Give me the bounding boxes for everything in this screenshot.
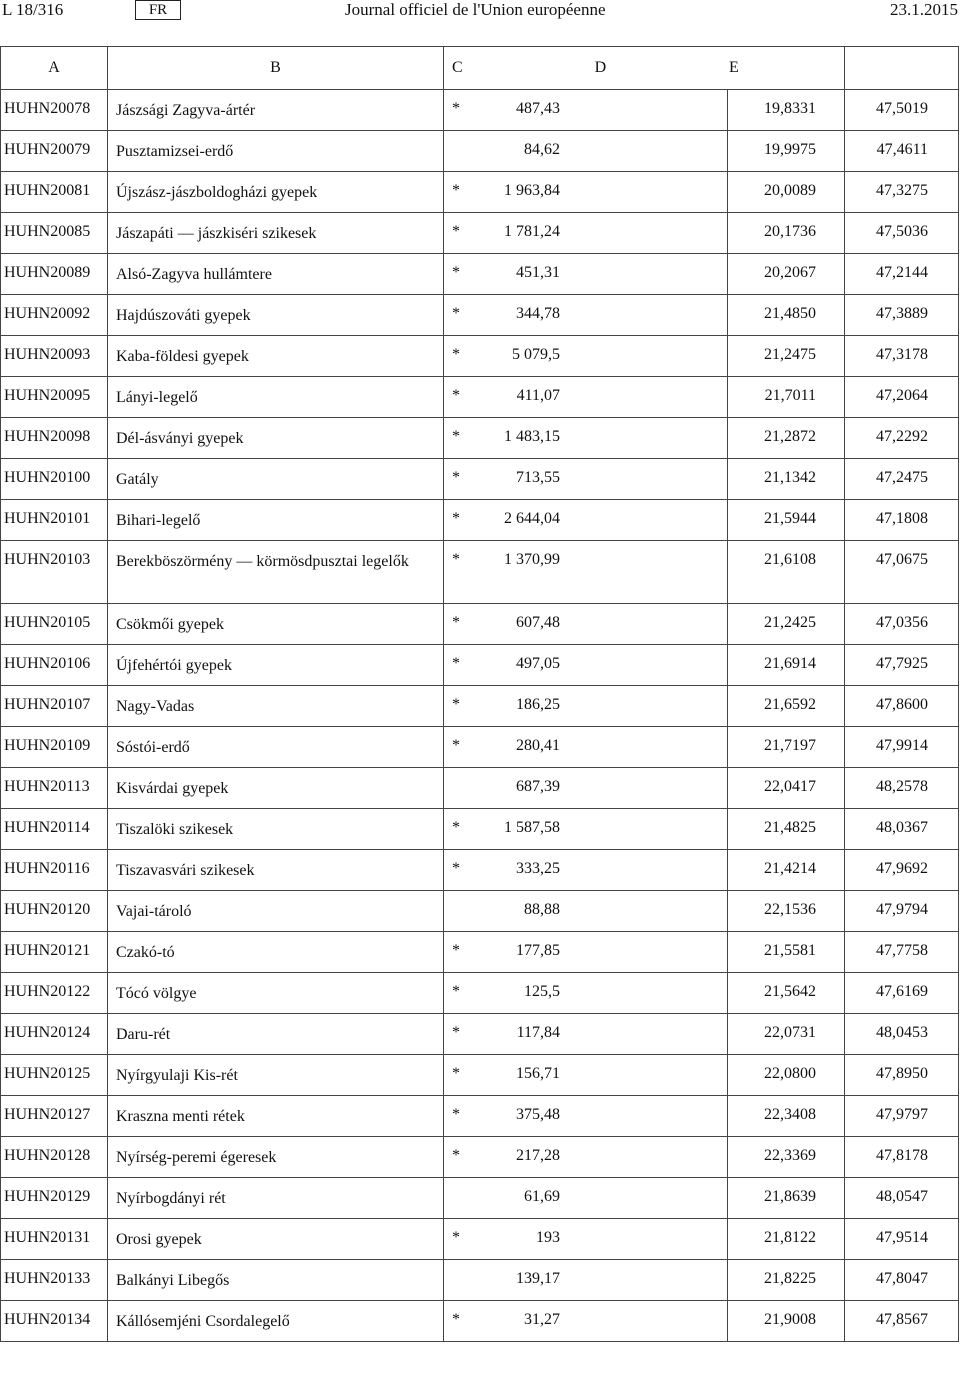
site-name: Nyírgyulaji Kis-rét bbox=[108, 1055, 444, 1096]
site-code: HUHN20106 bbox=[1, 645, 108, 686]
site-latitude: 47,3178 bbox=[845, 336, 959, 377]
priority-marker: * bbox=[452, 860, 460, 877]
site-area: 31,27 bbox=[524, 1311, 560, 1328]
priority-marker: * bbox=[452, 1024, 460, 1041]
priority-and-area-cell bbox=[444, 295, 728, 336]
site-code: HUHN20124 bbox=[1, 1014, 108, 1055]
site-name: Alsó-Zagyva hullámtere bbox=[108, 254, 444, 295]
priority-and-area-cell bbox=[444, 768, 728, 809]
site-longitude: 21,8225 bbox=[728, 1260, 845, 1301]
priority-marker: * bbox=[452, 469, 460, 486]
priority-and-area-cell bbox=[444, 850, 728, 891]
site-latitude: 47,5036 bbox=[845, 213, 959, 254]
site-name: Bihari-legelő bbox=[108, 500, 444, 541]
site-longitude: 21,4825 bbox=[728, 809, 845, 850]
site-latitude: 47,4611 bbox=[845, 131, 959, 172]
site-name: Hajdúszováti gyepek bbox=[108, 295, 444, 336]
column-header-d-label: D bbox=[594, 59, 607, 76]
column-header-d-spacer bbox=[728, 47, 845, 90]
site-area: 451,31 bbox=[516, 264, 560, 281]
site-latitude: 47,1808 bbox=[845, 500, 959, 541]
site-name: Nyírbogdányi rét bbox=[108, 1178, 444, 1219]
site-latitude: 47,2292 bbox=[845, 418, 959, 459]
site-name: Berekböszörmény — körmösdpusztai legelők bbox=[108, 541, 444, 604]
site-name: Sóstói-erdő bbox=[108, 727, 444, 768]
column-header-c bbox=[444, 47, 728, 90]
site-code: HUHN20105 bbox=[1, 604, 108, 645]
site-latitude: 48,0367 bbox=[845, 809, 959, 850]
site-latitude: 47,3275 bbox=[845, 172, 959, 213]
priority-and-area-cell bbox=[444, 891, 728, 932]
site-latitude: 47,8950 bbox=[845, 1055, 959, 1096]
site-longitude: 21,5581 bbox=[728, 932, 845, 973]
priority-marker: * bbox=[452, 510, 460, 527]
site-name: Balkányi Libegős bbox=[108, 1260, 444, 1301]
site-longitude: 22,0731 bbox=[728, 1014, 845, 1055]
site-longitude: 21,2475 bbox=[728, 336, 845, 377]
site-code: HUHN20079 bbox=[1, 131, 108, 172]
table-row bbox=[1, 1178, 959, 1219]
site-latitude: 47,6169 bbox=[845, 973, 959, 1014]
table-row bbox=[1, 891, 959, 932]
table-row bbox=[1, 418, 959, 459]
column-header-a: A bbox=[1, 47, 108, 90]
site-code: HUHN20101 bbox=[1, 500, 108, 541]
table-row bbox=[1, 932, 959, 973]
priority-marker: * bbox=[452, 305, 460, 322]
site-longitude: 21,2425 bbox=[728, 604, 845, 645]
table-row bbox=[1, 768, 959, 809]
site-latitude: 48,0453 bbox=[845, 1014, 959, 1055]
site-code: HUHN20113 bbox=[1, 768, 108, 809]
priority-and-area-cell bbox=[444, 213, 728, 254]
table-row bbox=[1, 500, 959, 541]
page-number: L 18/316 bbox=[2, 0, 64, 19]
site-longitude: 21,2872 bbox=[728, 418, 845, 459]
site-latitude: 47,2144 bbox=[845, 254, 959, 295]
site-latitude: 47,8600 bbox=[845, 686, 959, 727]
site-name: Tócó völgye bbox=[108, 973, 444, 1014]
site-longitude: 20,1736 bbox=[728, 213, 845, 254]
priority-marker: * bbox=[452, 1311, 460, 1328]
table-header-row bbox=[1, 47, 959, 90]
table-row bbox=[1, 686, 959, 727]
table-row bbox=[1, 809, 959, 850]
journal-title: Journal officiel de l'Union européenne bbox=[345, 0, 606, 19]
site-name: Újszász-jászboldogházi gyepek bbox=[108, 172, 444, 213]
site-latitude: 47,7758 bbox=[845, 932, 959, 973]
site-code: HUHN20107 bbox=[1, 686, 108, 727]
site-area: 177,85 bbox=[516, 942, 560, 959]
sites-table bbox=[0, 46, 959, 1342]
site-code: HUHN20116 bbox=[1, 850, 108, 891]
table-row bbox=[1, 172, 959, 213]
site-name: Lányi-legelő bbox=[108, 377, 444, 418]
site-latitude: 47,5019 bbox=[845, 90, 959, 131]
site-area: 1 483,15 bbox=[504, 428, 560, 445]
site-latitude: 47,8178 bbox=[845, 1137, 959, 1178]
site-area: 497,05 bbox=[516, 655, 560, 672]
priority-and-area-cell bbox=[444, 1014, 728, 1055]
priority-and-area-cell bbox=[444, 377, 728, 418]
priority-and-area-cell bbox=[444, 541, 728, 604]
priority-marker: * bbox=[452, 1106, 460, 1123]
priority-and-area-cell bbox=[444, 1055, 728, 1096]
table-row bbox=[1, 1260, 959, 1301]
site-code: HUHN20128 bbox=[1, 1137, 108, 1178]
site-longitude: 19,9975 bbox=[728, 131, 845, 172]
site-code: HUHN20103 bbox=[1, 541, 108, 604]
site-area: 1 370,99 bbox=[504, 551, 560, 568]
table-row bbox=[1, 131, 959, 172]
site-latitude: 47,9914 bbox=[845, 727, 959, 768]
table-row bbox=[1, 645, 959, 686]
site-area: 375,48 bbox=[516, 1106, 560, 1123]
site-area: 1 587,58 bbox=[504, 819, 560, 836]
priority-marker: * bbox=[452, 1229, 460, 1246]
site-name: Pusztamizsei-erdő bbox=[108, 131, 444, 172]
site-name: Tiszavasvári szikesek bbox=[108, 850, 444, 891]
site-latitude: 47,9797 bbox=[845, 1096, 959, 1137]
site-latitude: 47,9794 bbox=[845, 891, 959, 932]
site-name: Daru-rét bbox=[108, 1014, 444, 1055]
table-body bbox=[1, 90, 959, 1342]
priority-and-area-cell bbox=[444, 131, 728, 172]
site-area: 713,55 bbox=[516, 469, 560, 486]
site-area: 117,84 bbox=[516, 1024, 560, 1041]
table-row bbox=[1, 254, 959, 295]
table-row bbox=[1, 295, 959, 336]
site-longitude: 21,4214 bbox=[728, 850, 845, 891]
site-code: HUHN20092 bbox=[1, 295, 108, 336]
priority-and-area-cell bbox=[444, 500, 728, 541]
priority-marker: * bbox=[452, 1065, 460, 1082]
site-area: 411,07 bbox=[516, 387, 560, 404]
site-code: HUHN20129 bbox=[1, 1178, 108, 1219]
site-latitude: 47,7925 bbox=[845, 645, 959, 686]
priority-marker: * bbox=[452, 100, 460, 117]
priority-and-area-cell bbox=[444, 686, 728, 727]
site-code: HUHN20081 bbox=[1, 172, 108, 213]
priority-marker: * bbox=[452, 182, 460, 199]
site-name: Vajai-tároló bbox=[108, 891, 444, 932]
priority-and-area-cell bbox=[444, 604, 728, 645]
priority-marker: * bbox=[452, 223, 460, 240]
priority-and-area-cell bbox=[444, 172, 728, 213]
priority-and-area-cell bbox=[444, 1219, 728, 1260]
table-row bbox=[1, 1301, 959, 1342]
priority-and-area-cell bbox=[444, 254, 728, 295]
priority-marker: * bbox=[452, 655, 460, 672]
priority-and-area-cell bbox=[444, 809, 728, 850]
site-area: 687,39 bbox=[516, 778, 560, 795]
table-row bbox=[1, 459, 959, 500]
table-row bbox=[1, 90, 959, 131]
column-header-e bbox=[729, 47, 959, 90]
priority-marker: * bbox=[452, 551, 460, 568]
priority-and-area-cell bbox=[444, 418, 728, 459]
site-longitude: 22,0417 bbox=[728, 768, 845, 809]
site-code: HUHN20120 bbox=[1, 891, 108, 932]
table-row bbox=[1, 213, 959, 254]
priority-and-area-cell bbox=[444, 1260, 728, 1301]
site-code: HUHN20085 bbox=[1, 213, 108, 254]
table-row bbox=[1, 1014, 959, 1055]
site-area: 217,28 bbox=[516, 1147, 560, 1164]
priority-and-area-cell bbox=[444, 932, 728, 973]
table-row bbox=[1, 377, 959, 418]
site-name: Orosi gyepek bbox=[108, 1219, 444, 1260]
site-area: 487,43 bbox=[516, 100, 560, 117]
priority-marker: * bbox=[452, 428, 460, 445]
priority-marker: * bbox=[452, 819, 460, 836]
site-longitude: 20,0089 bbox=[728, 172, 845, 213]
site-longitude: 21,5642 bbox=[728, 973, 845, 1014]
site-longitude: 19,8331 bbox=[728, 90, 845, 131]
site-name: Kállósemjéni Csordalegelő bbox=[108, 1301, 444, 1342]
priority-marker: * bbox=[452, 1147, 460, 1164]
site-name: Újfehértói gyepek bbox=[108, 645, 444, 686]
site-longitude: 22,1536 bbox=[728, 891, 845, 932]
priority-and-area-cell bbox=[444, 973, 728, 1014]
site-code: HUHN20100 bbox=[1, 459, 108, 500]
priority-marker: * bbox=[452, 983, 460, 1000]
site-code: HUHN20121 bbox=[1, 932, 108, 973]
publication-date: 23.1.2015 bbox=[890, 0, 958, 19]
site-area: 333,25 bbox=[516, 860, 560, 877]
site-latitude: 47,2064 bbox=[845, 377, 959, 418]
site-area: 156,71 bbox=[516, 1065, 560, 1082]
table-row bbox=[1, 727, 959, 768]
site-code: HUHN20133 bbox=[1, 1260, 108, 1301]
site-area: 125,5 bbox=[524, 983, 560, 1000]
site-latitude: 47,0356 bbox=[845, 604, 959, 645]
site-area: 607,48 bbox=[516, 614, 560, 631]
table-row bbox=[1, 1096, 959, 1137]
priority-marker: * bbox=[452, 737, 460, 754]
site-name: Kraszna menti rétek bbox=[108, 1096, 444, 1137]
table-row bbox=[1, 850, 959, 891]
column-header-e-label: E bbox=[729, 59, 739, 76]
site-code: HUHN20131 bbox=[1, 1219, 108, 1260]
site-area: 344,78 bbox=[516, 305, 560, 322]
column-header-b: B bbox=[108, 47, 444, 90]
site-longitude: 21,6914 bbox=[728, 645, 845, 686]
page-header bbox=[0, 0, 960, 22]
priority-and-area-cell bbox=[444, 1096, 728, 1137]
site-area: 1 781,24 bbox=[504, 223, 560, 240]
priority-marker: * bbox=[452, 696, 460, 713]
site-code: HUHN20109 bbox=[1, 727, 108, 768]
site-area: 139,17 bbox=[516, 1270, 560, 1287]
site-longitude: 21,4850 bbox=[728, 295, 845, 336]
site-area: 2 644,04 bbox=[504, 510, 560, 527]
site-latitude: 47,9692 bbox=[845, 850, 959, 891]
site-latitude: 47,9514 bbox=[845, 1219, 959, 1260]
site-longitude: 20,2067 bbox=[728, 254, 845, 295]
site-longitude: 21,7197 bbox=[728, 727, 845, 768]
site-longitude: 21,6592 bbox=[728, 686, 845, 727]
priority-and-area-cell bbox=[444, 459, 728, 500]
site-longitude: 22,0800 bbox=[728, 1055, 845, 1096]
site-latitude: 47,8047 bbox=[845, 1260, 959, 1301]
site-code: HUHN20095 bbox=[1, 377, 108, 418]
site-longitude: 21,8122 bbox=[728, 1219, 845, 1260]
site-latitude: 47,2475 bbox=[845, 459, 959, 500]
priority-and-area-cell bbox=[444, 336, 728, 377]
table-row bbox=[1, 1055, 959, 1096]
site-area: 88,88 bbox=[524, 901, 560, 918]
site-code: HUHN20125 bbox=[1, 1055, 108, 1096]
site-longitude: 22,3369 bbox=[728, 1137, 845, 1178]
site-longitude: 21,9008 bbox=[728, 1301, 845, 1342]
table-row bbox=[1, 1137, 959, 1178]
site-code: HUHN20122 bbox=[1, 973, 108, 1014]
site-longitude: 21,5944 bbox=[728, 500, 845, 541]
site-name: Kaba-földesi gyepek bbox=[108, 336, 444, 377]
priority-marker: * bbox=[452, 942, 460, 959]
site-longitude: 21,1342 bbox=[728, 459, 845, 500]
site-name: Nyírség-peremi égeresek bbox=[108, 1137, 444, 1178]
site-name: Czakó-tó bbox=[108, 932, 444, 973]
site-name: Kisvárdai gyepek bbox=[108, 768, 444, 809]
site-longitude: 21,7011 bbox=[728, 377, 845, 418]
site-code: HUHN20098 bbox=[1, 418, 108, 459]
site-name: Tiszalöki szikesek bbox=[108, 809, 444, 850]
site-area: 61,69 bbox=[524, 1188, 560, 1205]
site-name: Jászapáti — jászkiséri szikesek bbox=[108, 213, 444, 254]
table-row bbox=[1, 604, 959, 645]
priority-and-area-cell bbox=[444, 1301, 728, 1342]
site-longitude: 21,6108 bbox=[728, 541, 845, 604]
site-latitude: 47,3889 bbox=[845, 295, 959, 336]
priority-and-area-cell bbox=[444, 645, 728, 686]
priority-marker: * bbox=[452, 614, 460, 631]
site-latitude: 48,2578 bbox=[845, 768, 959, 809]
site-area: 186,25 bbox=[516, 696, 560, 713]
table-row bbox=[1, 973, 959, 1014]
table-row bbox=[1, 336, 959, 377]
column-header-c-label: C bbox=[452, 59, 463, 76]
site-code: HUHN20078 bbox=[1, 90, 108, 131]
site-area: 193 bbox=[536, 1229, 560, 1246]
table-row bbox=[1, 541, 959, 604]
site-name: Nagy-Vadas bbox=[108, 686, 444, 727]
priority-and-area-cell bbox=[444, 727, 728, 768]
site-longitude: 21,8639 bbox=[728, 1178, 845, 1219]
site-area: 280,41 bbox=[516, 737, 560, 754]
site-latitude: 47,8567 bbox=[845, 1301, 959, 1342]
site-name: Jászsági Zagyva-ártér bbox=[108, 90, 444, 131]
site-area: 5 079,5 bbox=[512, 346, 560, 363]
site-code: HUHN20114 bbox=[1, 809, 108, 850]
priority-marker: * bbox=[452, 346, 460, 363]
site-name: Gatály bbox=[108, 459, 444, 500]
site-latitude: 48,0547 bbox=[845, 1178, 959, 1219]
site-code: HUHN20127 bbox=[1, 1096, 108, 1137]
site-code: HUHN20134 bbox=[1, 1301, 108, 1342]
site-code: HUHN20089 bbox=[1, 254, 108, 295]
priority-marker: * bbox=[452, 264, 460, 281]
priority-and-area-cell bbox=[444, 1178, 728, 1219]
site-code: HUHN20093 bbox=[1, 336, 108, 377]
site-name: Csökmői gyepek bbox=[108, 604, 444, 645]
site-latitude: 47,0675 bbox=[845, 541, 959, 604]
site-area: 1 963,84 bbox=[504, 182, 560, 199]
table-row bbox=[1, 1219, 959, 1260]
site-name: Dél-ásványi gyepek bbox=[108, 418, 444, 459]
priority-marker: * bbox=[452, 387, 460, 404]
priority-and-area-cell bbox=[444, 90, 728, 131]
language-box: FR bbox=[135, 0, 181, 20]
priority-and-area-cell bbox=[444, 1137, 728, 1178]
site-longitude: 22,3408 bbox=[728, 1096, 845, 1137]
site-area: 84,62 bbox=[524, 141, 560, 158]
